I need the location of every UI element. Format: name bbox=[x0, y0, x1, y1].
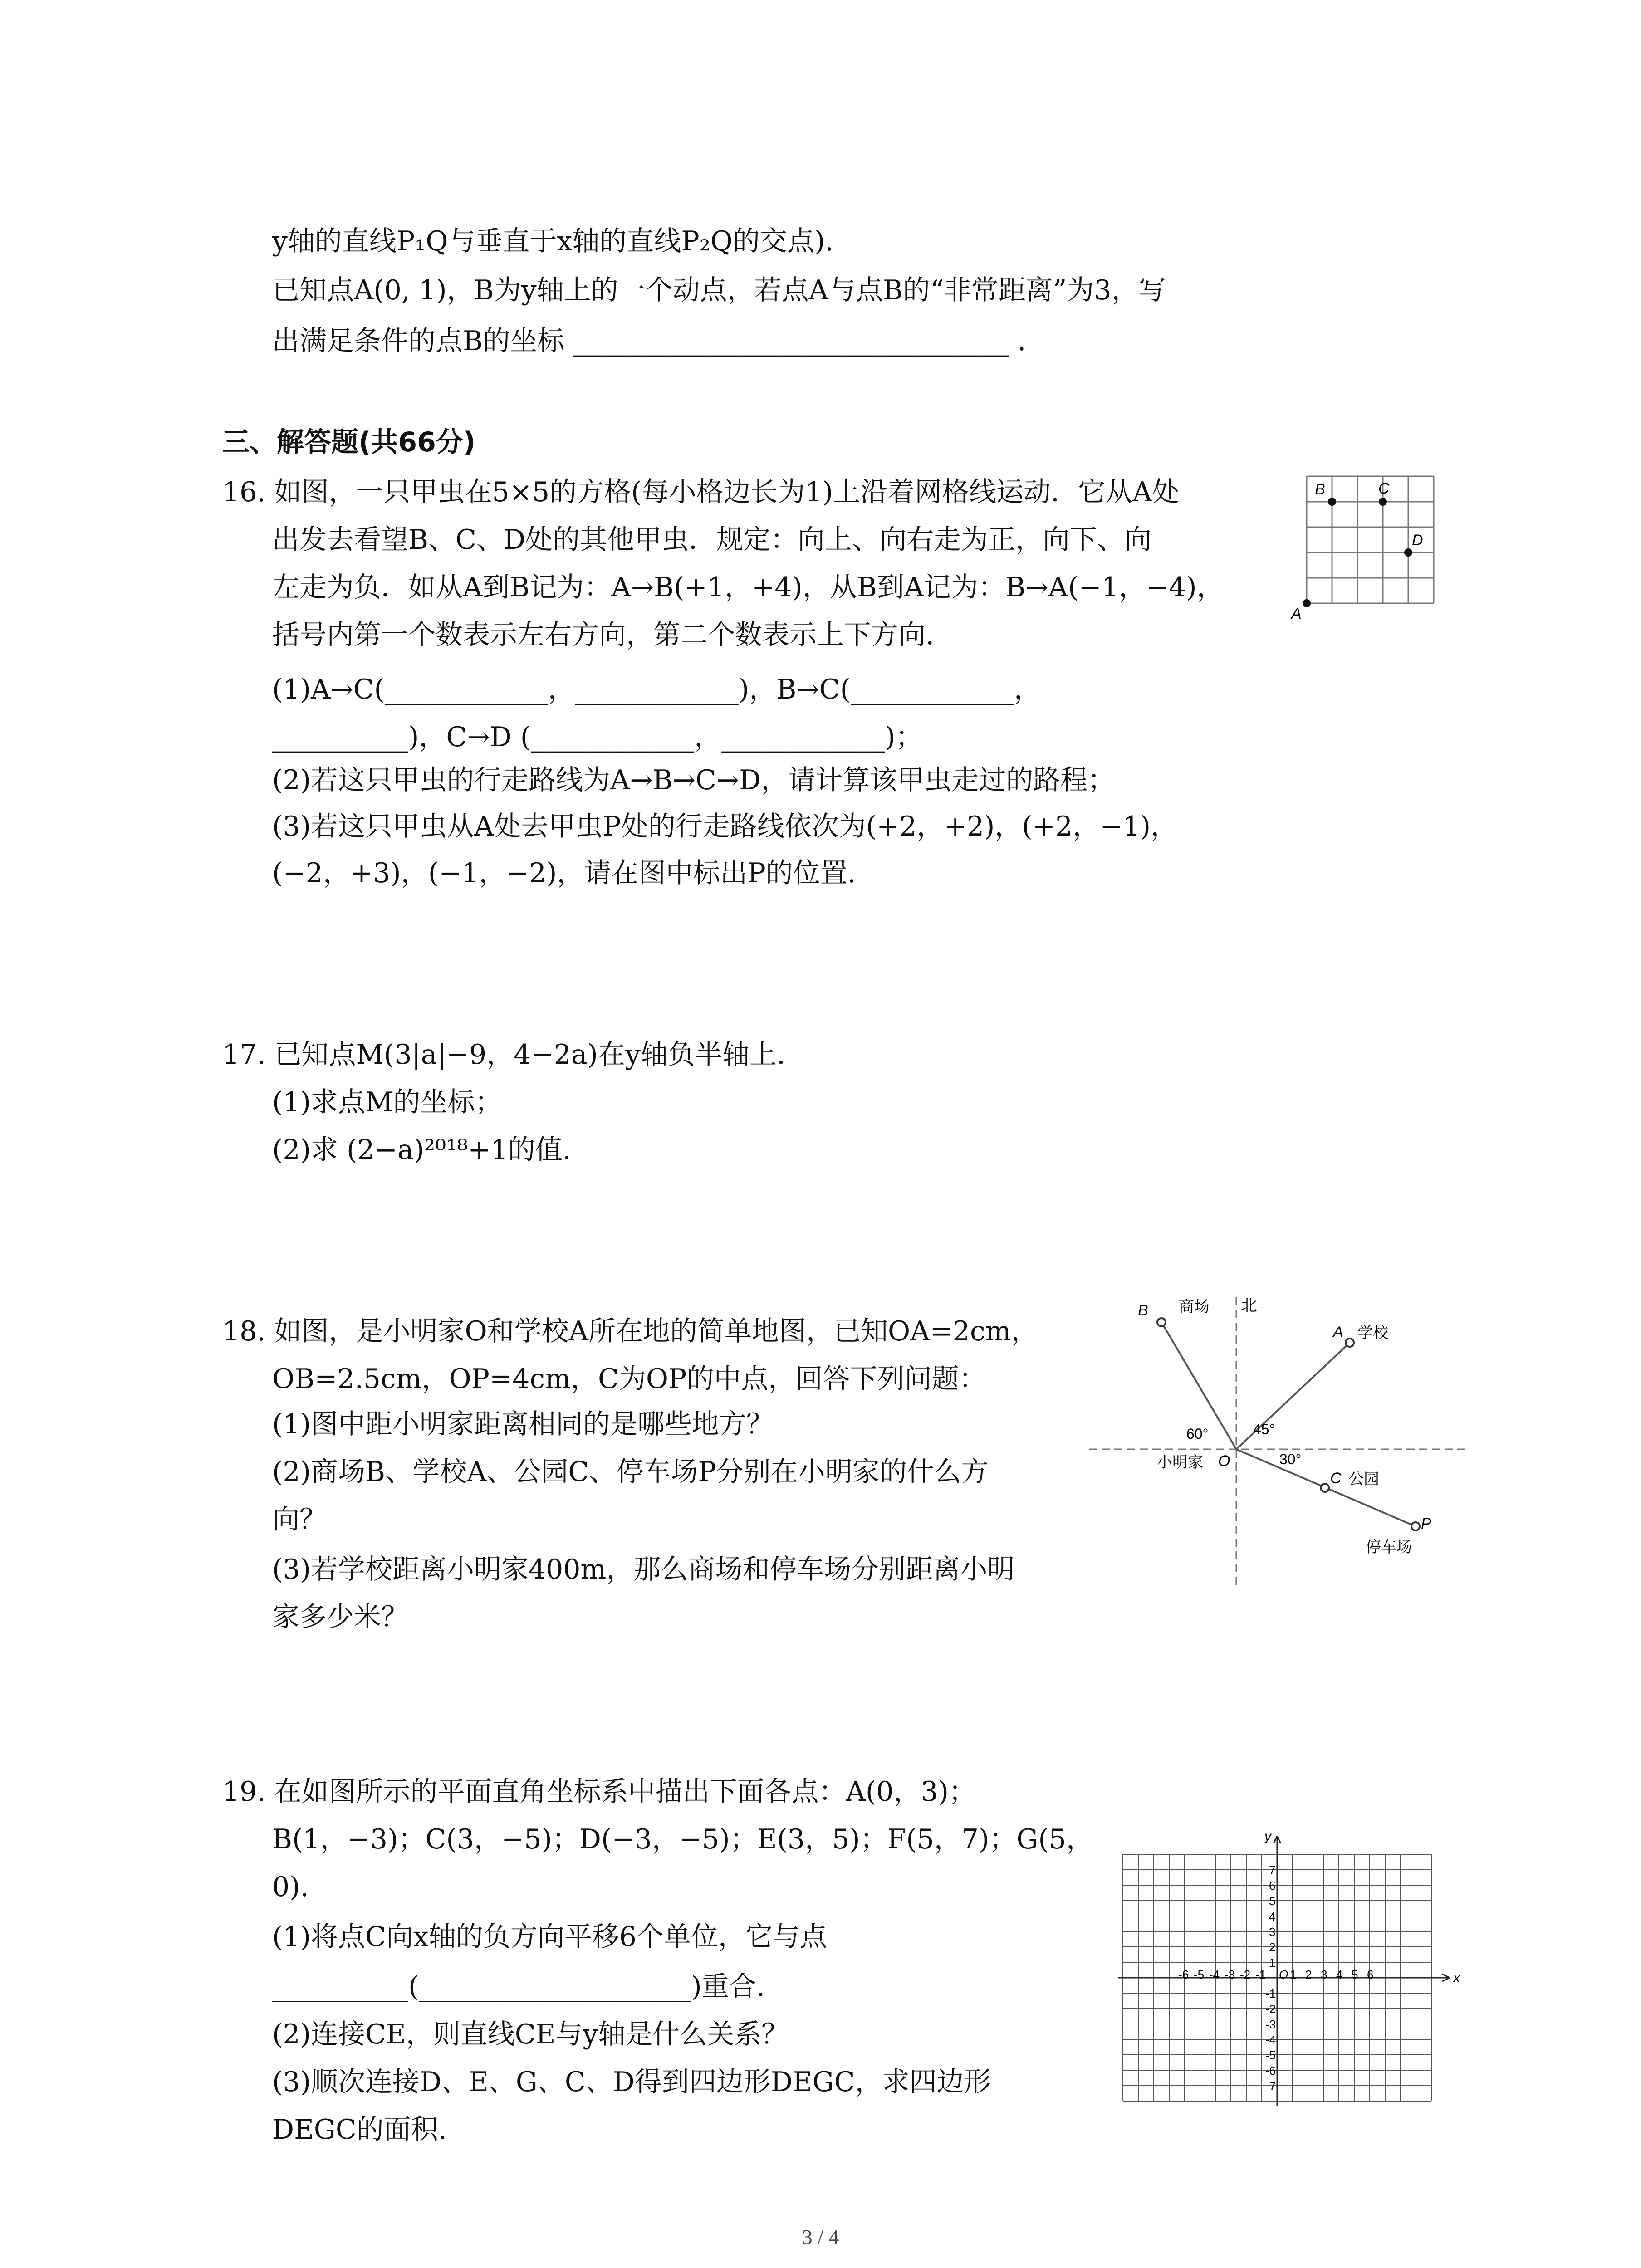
home-label: 小明家 bbox=[1157, 1454, 1203, 1471]
point-a-marker bbox=[1346, 1339, 1354, 1347]
y-tick-label: 1 bbox=[1269, 1956, 1276, 1970]
q19-line-5: __________(____________________)重合. bbox=[272, 1971, 765, 2003]
angle-30-label: 30° bbox=[1279, 1451, 1302, 1467]
q17-line-3: (2)求 (2−a)²⁰¹⁸+1的值. bbox=[272, 1134, 571, 1166]
q18-line-1: 18. 如图，是小明家O和学校A所在地的简单地图，已知OA=2cm， bbox=[222, 1315, 1038, 1347]
q19-line-8: DEGC的面积. bbox=[272, 2114, 447, 2146]
label-p: P bbox=[1421, 1515, 1431, 1532]
point-a-dot bbox=[1303, 599, 1311, 607]
x-tick-label: -3 bbox=[1225, 1968, 1235, 1981]
map-figure-q18-svg bbox=[1089, 1288, 1470, 1588]
label-c: C bbox=[1330, 1470, 1342, 1487]
y-tick-label: -4 bbox=[1265, 2033, 1276, 2047]
y-tick-label: 3 bbox=[1269, 1925, 1276, 1939]
y-tick-label: -6 bbox=[1265, 2064, 1276, 2077]
point-b-dot bbox=[1328, 498, 1336, 506]
parking-label: 停车场 bbox=[1366, 1539, 1412, 1556]
coordinate-grid-svg bbox=[1107, 1760, 1460, 2168]
q17-line-1: 17. 已知点M(3|a|−9，4−2a)在y轴负半轴上. bbox=[222, 1039, 785, 1070]
q19-line-3: 0). bbox=[272, 1871, 309, 1903]
label-b: B bbox=[1315, 481, 1325, 498]
y-tick-label: -2 bbox=[1265, 2002, 1276, 2016]
q16-line-7: (2)若这只甲虫的行走路线为A→B→C→D，请计算该甲虫走过的路程； bbox=[272, 764, 1115, 796]
angle-45-label: 45° bbox=[1253, 1421, 1275, 1437]
q19-line-4: (1)将点C向x轴的负方向平移6个单位，它与点 bbox=[272, 1921, 827, 1953]
x-tick-label: 2 bbox=[1305, 1968, 1312, 1981]
page-number: 3 / 4 bbox=[802, 2225, 839, 2248]
q18-line-2: OB=2.5cm，OP=4cm，C为OP的中点，回答下列问题： bbox=[272, 1363, 986, 1395]
q18-line-3: (1)图中距小明家距离相同的是哪些地方？ bbox=[272, 1408, 774, 1440]
y-tick-label: -1 bbox=[1265, 1987, 1276, 2000]
q19-line-6: (2)连接CE，则直线CE与y轴是什么关系？ bbox=[272, 2019, 789, 2050]
y-axis-label: y bbox=[1264, 1829, 1271, 1844]
point-c-dot bbox=[1379, 498, 1387, 506]
y-tick-label: 4 bbox=[1269, 1910, 1276, 1923]
x-tick-label: 4 bbox=[1336, 1968, 1343, 1981]
y-tick-label: -3 bbox=[1265, 2018, 1276, 2031]
q17-line-2: (1)求点M的坐标； bbox=[272, 1086, 502, 1118]
section-heading: 三、解答题(共66分) bbox=[222, 426, 476, 458]
x-tick-label: 1 bbox=[1290, 1968, 1297, 1981]
q15-line-1: y轴的直线P₁Q与垂直于x轴的直线P₂Q的交点). bbox=[272, 225, 834, 257]
point-b-marker bbox=[1157, 1318, 1166, 1326]
y-tick-label: 5 bbox=[1269, 1894, 1276, 1908]
point-d-dot bbox=[1404, 548, 1412, 557]
q16-line-9: (−2，+3)，(−1，−2)，请在图中标出P的位置. bbox=[272, 857, 856, 889]
q15-line-2: 已知点A(0, 1)，B为y轴上的一个动点，若点A与点B的“非常距离”为3，写 bbox=[272, 274, 1166, 306]
q18-line-6: (3)若学校距离小明家400m，那么商场和停车场分别距离小明 bbox=[272, 1554, 1015, 1585]
x-tick-label: 6 bbox=[1367, 1968, 1374, 1981]
grid-figure-q16-svg bbox=[1288, 467, 1452, 621]
label-o: O bbox=[1218, 1452, 1230, 1470]
park-label: 公园 bbox=[1348, 1471, 1379, 1488]
x-tick-label: -4 bbox=[1209, 1968, 1220, 1981]
label-d: D bbox=[1412, 532, 1423, 549]
mall-label: 商场 bbox=[1179, 1298, 1210, 1315]
q16-line-2: 出发去看望B、C、D处的其他甲虫．规定：向上、向右走为正，向下、向 bbox=[272, 524, 1152, 556]
y-tick-label: 2 bbox=[1269, 1941, 1276, 1954]
school-label: 学校 bbox=[1357, 1325, 1388, 1342]
q19-line-7: (3)顺次连接D、E、G、C、D得到四边形DEGC，求四边形 bbox=[272, 2066, 991, 2098]
y-tick-label: 7 bbox=[1269, 1863, 1276, 1877]
point-c-marker bbox=[1321, 1484, 1329, 1492]
q18-line-4: (2)商场B、学校A、公园C、停车场P分别在小明家的什么方 bbox=[272, 1456, 989, 1488]
grid-figure-q16 bbox=[1288, 467, 1452, 621]
map-figure-q18 bbox=[1089, 1288, 1470, 1588]
label-b: B bbox=[1138, 1302, 1148, 1319]
q16-line-3: 左走为负．如从A到B记为：A→B(+1，+4)，从B到A记为：B→A(−1，−4)， bbox=[272, 572, 1224, 603]
y-tick-label: -5 bbox=[1265, 2048, 1276, 2062]
q18-line-7: 家多少米？ bbox=[272, 1601, 408, 1633]
x-tick-label: 5 bbox=[1352, 1968, 1358, 1981]
q19-line-2: B(1，−3)；C(3，−5)；D(−3，−5)；E(3，5)；F(5，7)；G(5， bbox=[272, 1823, 1093, 1855]
point-p-marker bbox=[1411, 1522, 1420, 1530]
q16-line-6: __________)，C→D (____________，____________)； bbox=[272, 721, 923, 753]
coordinate-grid-q19 bbox=[1107, 1760, 1460, 2168]
label-c: C bbox=[1378, 480, 1390, 497]
q18-line-5: 向？ bbox=[272, 1504, 327, 1535]
x-axis-label: x bbox=[1453, 1970, 1460, 1985]
q16-line-8: (3)若这只甲虫从A处去甲虫P处的行走路线依次为(+2，+2)，(+2，−1)， bbox=[272, 811, 1178, 842]
x-tick-label: -5 bbox=[1194, 1968, 1205, 1981]
q16-line-5: (1)A→C(____________，____________)，B→C(____________， bbox=[272, 674, 1041, 705]
y-tick-label: 6 bbox=[1269, 1879, 1276, 1892]
x-tick-label: -1 bbox=[1255, 1968, 1266, 1981]
q16-line-4: 括号内第一个数表示左右方向，第二个数表示上下方向. bbox=[272, 619, 935, 651]
q15-line-3: 出满足条件的点B的坐标 ________________________________ . bbox=[272, 325, 1026, 357]
label-a: A bbox=[1333, 1324, 1343, 1341]
label-a: A bbox=[1291, 605, 1302, 622]
x-tick-label: -6 bbox=[1178, 1968, 1189, 1981]
q19-line-1: 19. 在如图所示的平面直角坐标系中描出下面各点：A(0，3)； bbox=[222, 1776, 976, 1808]
x-tick-label: -2 bbox=[1240, 1968, 1251, 1981]
north-label: 北 bbox=[1241, 1296, 1258, 1315]
y-tick-label: -7 bbox=[1265, 2079, 1276, 2093]
angle-60-label: 60° bbox=[1186, 1426, 1209, 1442]
origin-label: O bbox=[1279, 1968, 1288, 1981]
q16-line-1: 16. 如图，一只甲虫在5×5的方格(每小格边长为1)上沿着网格线运动．它从A处 bbox=[222, 476, 1180, 508]
x-tick-label: 3 bbox=[1321, 1968, 1327, 1981]
